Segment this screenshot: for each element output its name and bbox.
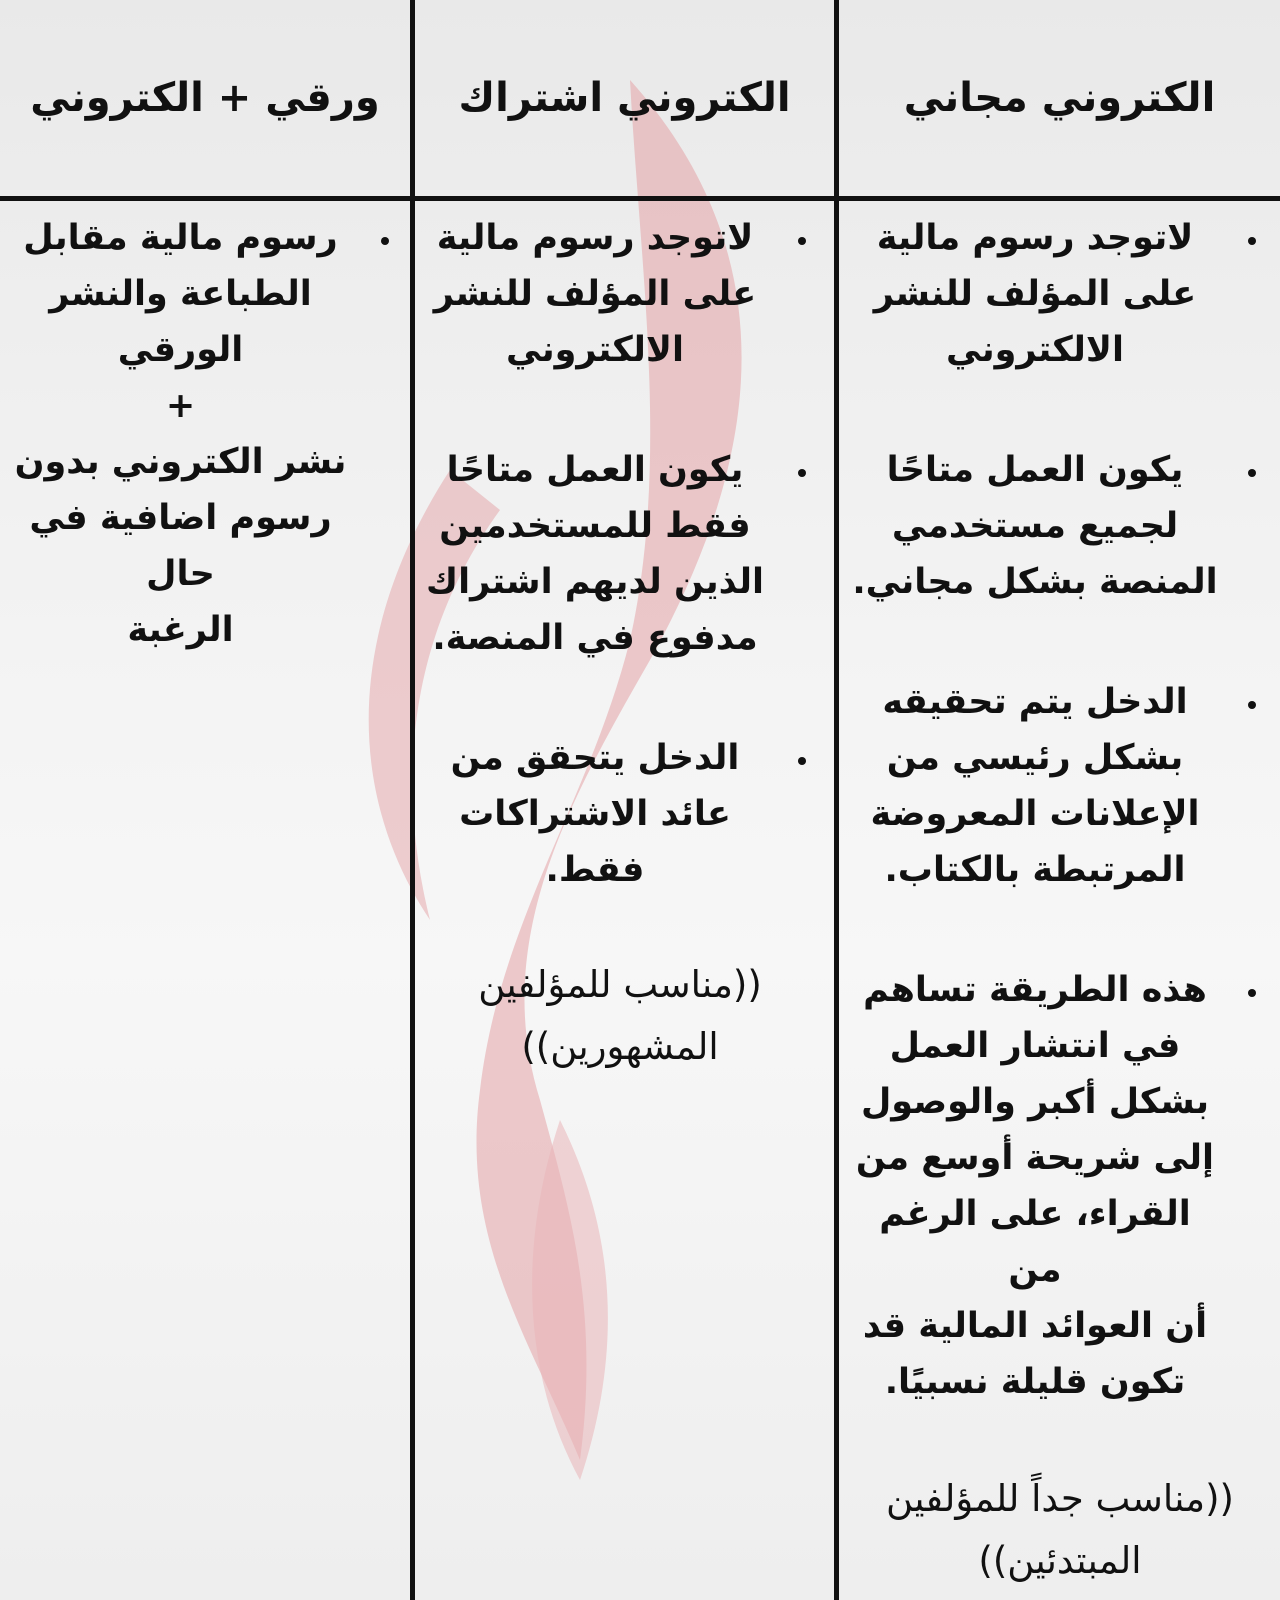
text-line: لاتوجد رسوم مالية xyxy=(876,218,1194,258)
list-item xyxy=(420,730,820,898)
text-line: بشكل رئيسي من xyxy=(886,738,1184,778)
text-line: هذه الطريقة تساهم xyxy=(863,970,1207,1010)
column-subscription xyxy=(420,210,820,1078)
text-line: يكون العمل متاحًا xyxy=(886,450,1184,490)
text-line: عائد الاشتراكات xyxy=(459,794,731,834)
text-line: الدخل يتحقق من xyxy=(450,738,740,778)
text-line: إلى شريحة أوسع من xyxy=(855,1138,1215,1178)
text-line: مدفوع في المنصة. xyxy=(432,618,758,658)
text-line: المنصة بشكل مجاني. xyxy=(852,562,1218,602)
header-print: ورقي + الكتروني xyxy=(30,75,380,121)
list-item xyxy=(850,674,1270,898)
header-subscription: الكتروني اشتراك xyxy=(458,75,791,121)
text-line: على المؤلف للنشر xyxy=(433,274,757,314)
recommendation-note xyxy=(850,1468,1270,1592)
column-free xyxy=(850,210,1270,1592)
text-line: رسوم اضافية في حال xyxy=(29,498,332,594)
text-line: القراء، على الرغم من xyxy=(879,1194,1191,1290)
text-line: أن العوائد المالية قد xyxy=(862,1306,1208,1346)
text-line: الإعلانات المعروضة xyxy=(870,794,1200,834)
text-line: نشر الكتروني بدون xyxy=(14,442,347,482)
list-item xyxy=(420,210,820,378)
note-line: المبتدئين)) xyxy=(978,1539,1142,1582)
text-line: رسوم مالية مقابل xyxy=(23,218,338,258)
text-line: لاتوجد رسوم مالية xyxy=(436,218,754,258)
text-line: الدخل يتم تحقيقه xyxy=(882,682,1188,722)
recommendation-note xyxy=(420,954,820,1078)
note-line: ((مناسب جداً للمؤلفين xyxy=(886,1477,1234,1520)
column-divider xyxy=(834,0,839,1600)
list-item xyxy=(850,442,1270,610)
text-line: الورقي xyxy=(117,330,244,370)
text-line: على المؤلف للنشر xyxy=(873,274,1197,314)
list-item xyxy=(850,210,1270,378)
text-line: الطباعة والنشر xyxy=(49,274,312,314)
list-item xyxy=(850,962,1270,1410)
text-line: يكون العمل متاحًا xyxy=(446,450,744,490)
text-line: الالكتروني xyxy=(506,330,684,370)
column-print xyxy=(8,210,403,722)
text-line: تكون قليلة نسبيًا. xyxy=(884,1362,1186,1402)
column-divider xyxy=(410,0,415,1600)
list-item xyxy=(420,442,820,666)
list-item xyxy=(8,210,403,658)
text-line: فقط. xyxy=(545,850,645,890)
note-line: المشهورين)) xyxy=(521,1025,719,1068)
text-line: بشكل أكبر والوصول xyxy=(860,1082,1210,1122)
header-divider xyxy=(0,196,1280,201)
plus-sign: + xyxy=(165,386,196,426)
text-line: الذين لديهم اشتراك xyxy=(426,562,764,602)
text-line: الرغبة xyxy=(127,610,234,650)
text-line: لجميع مستخدمي xyxy=(891,506,1179,546)
text-line: فقط للمستخدمين xyxy=(439,506,751,546)
text-line: الالكتروني xyxy=(946,330,1124,370)
text-line: المرتبطة بالكتاب. xyxy=(884,850,1186,890)
text-line: في انتشار العمل xyxy=(889,1026,1181,1066)
note-line: ((مناسب للمؤلفين xyxy=(478,963,762,1006)
header-free: الكتروني مجاني xyxy=(903,75,1216,121)
